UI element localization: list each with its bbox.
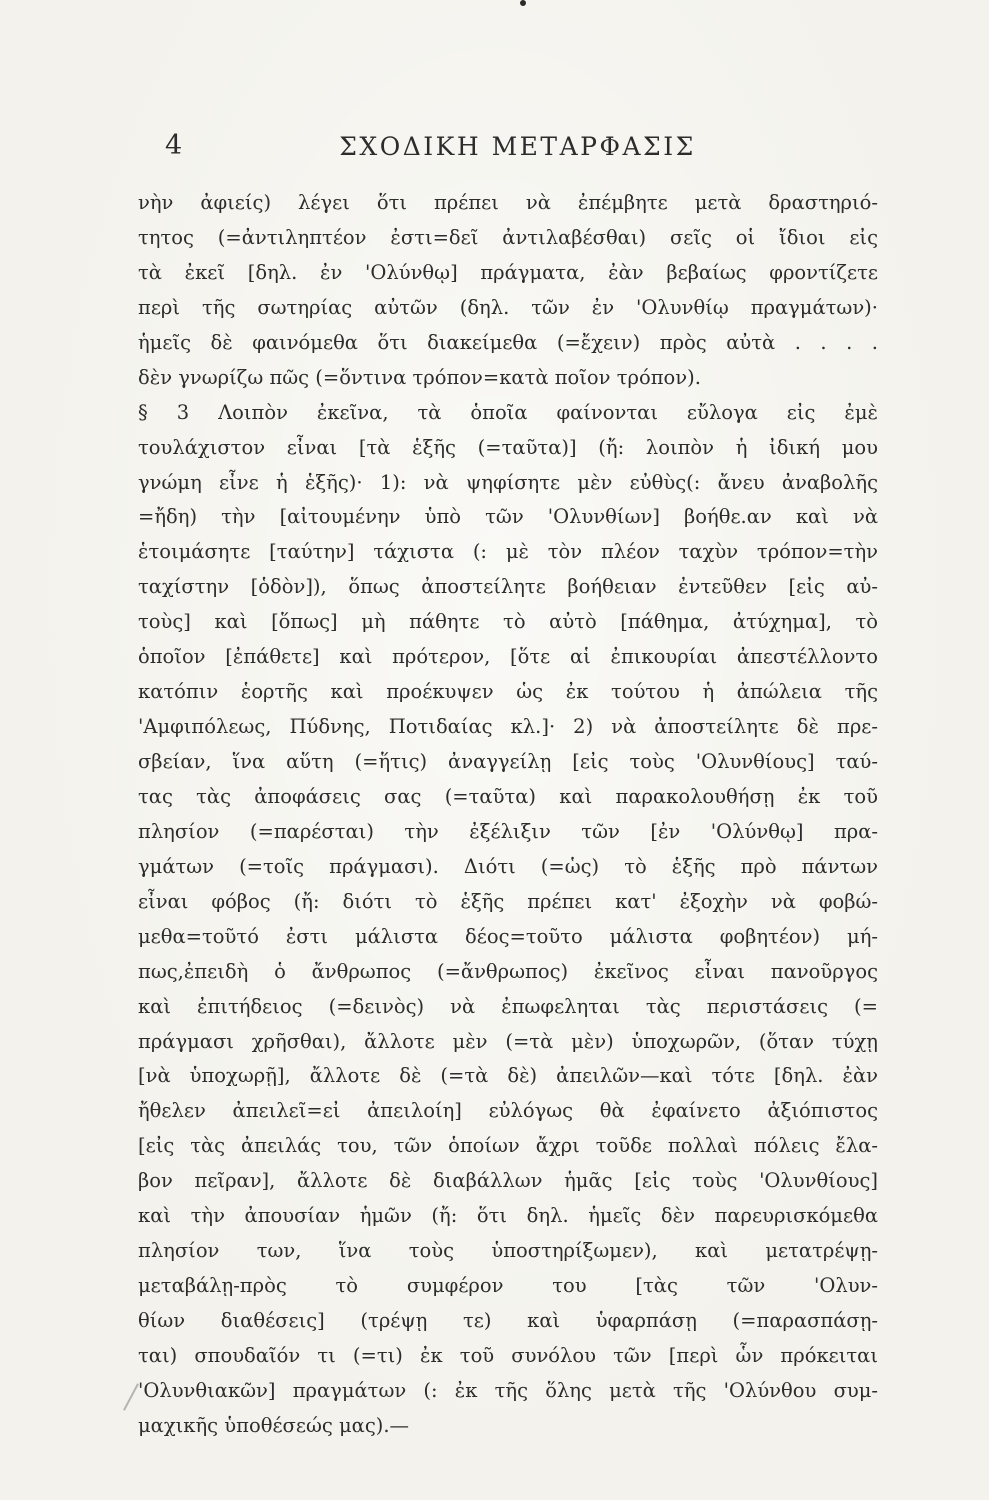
text-line: γνώμη εἶνε ἡ ἑξῆς)· 1): νὰ ψηφίσητε μὲν εὐθὺς(: ἄνευ ἀναβολῆς bbox=[138, 470, 878, 494]
body-text bbox=[138, 186, 878, 1444]
running-title: ΣΧΟΔΙΚΗ ΜΕΤΑΡΦΑΣΙΣ bbox=[339, 132, 696, 161]
text-line: τας τὰς ἀποφάσεις σας (=ταῦτα) καὶ παρακολουθήσῃ ἐκ τοῦ bbox=[138, 784, 878, 808]
text-line: ἡμεῖς δὲ φαινόμεθα ὅτι διακείμεθα (=ἔχειν) πρὸς αὐτὰ . . . . bbox=[138, 330, 878, 354]
text-line: καὶ ἐπιτήδειος (=δεινὸς) νὰ ἐπωφεληται τὰς περιστάσεις (= bbox=[138, 994, 878, 1018]
text-line: τοὺς] καὶ [ὅπως] μὴ πάθητε τὸ αὐτὸ [πάθημα, ἀτύχημα], τὸ bbox=[138, 610, 878, 634]
text-line: 'Ολυνθιακῶν] πραγμάτων (: ἐκ τῆς ὅλης μετὰ τῆς 'Ολύνθου συμ- bbox=[138, 1378, 878, 1402]
text-line: περὶ τῆς σωτηρίας αὐτῶν (δηλ. τῶν ἐν 'Ολυνθίῳ πραγμάτων)· bbox=[138, 295, 878, 319]
text-line: θίων διαθέσεις] (τρέψῃ τε) καὶ ὑφαρπάσῃ (=παρασπάσῃ- bbox=[138, 1309, 878, 1332]
pencil-mark bbox=[123, 1383, 139, 1410]
text-line: δὲν γνωρίζω πῶς (=ὅντινα τρόπον=κατὰ ποῖον τρόπον). bbox=[138, 365, 701, 389]
text-line: τητος (=ἀντιληπτέον ἐστι=δεῖ ἀντιλαβέσθαι) σεῖς οἱ ἴδιοι εἰς bbox=[138, 225, 878, 249]
text-line: νὴν ἀφιείς) λέγει ὅτι πρέπει νὰ ἐπέμβητε μετὰ δραστηριό- bbox=[138, 191, 878, 214]
text-line: πως,ἐπειδὴ ὁ ἄνθρωπος (=ἄνθρωπος) ἐκεῖνος εἶναι πανοῦργος bbox=[138, 959, 878, 983]
text-line: ἤθελεν ἀπειλεῖ=εἰ ἀπειλοίη] εὐλόγως θὰ ἐφαίνετο ἀξιόπιστος bbox=[138, 1099, 878, 1123]
text-line: § 3 Λοιπὸν ἐκεῖνα, τὰ ὁποῖα φαίνονται εὔλογα εἰς ἐμὲ bbox=[138, 400, 878, 424]
text-line: τουλάχιστον εἶναι [τὰ ἑξῆς (=ταῦτα)] (ἤ: λοιπὸν ἡ ἰδική μου bbox=[138, 435, 878, 459]
text-line: [νὰ ὑποχωρῇ], ἄλλοτε δὲ (=τὰ δὲ) ἀπειλῶν—καὶ τότε [δηλ. ἐὰν bbox=[138, 1064, 878, 1088]
text-line: σβείαν, ἵνα αὕτη (=ἥτις) ἀναγγείλῃ [εἰς τοὺς 'Ολυνθίους] ταύ- bbox=[138, 750, 878, 773]
text-line: μαχικῆς ὑποθέσεώς μας).— bbox=[138, 1413, 410, 1437]
text-line: μεθα=τοῦτό ἐστι μάλιστα δέος=τοῦτο μάλιστα φοβητέον) μή- bbox=[138, 924, 878, 948]
text-line: =ἤδη) τὴν [αἰτουμένην ὑπὸ τῶν 'Ολυνθίων] βοήθε.αν καὶ νὰ bbox=[138, 505, 878, 529]
text-line: πλησίον (=παρέσται) τὴν ἐξέλιξιν τῶν [ἐν 'Ολύνθῳ] πρα- bbox=[138, 819, 878, 843]
text-line: πλησίον των, ἵνα τοὺς ὑποστηρίξωμεν), καὶ μετατρέψῃ- bbox=[138, 1239, 878, 1263]
text-line: ἑτοιμάσητε [ταύτην] τάχιστα (: μὲ τὸν πλέον ταχὺν τρόπον=τὴν bbox=[138, 540, 878, 564]
ink-speck bbox=[520, 0, 526, 6]
text-line: βον πεῖραν], ἄλλοτε δὲ διαβάλλων ἡμᾶς [εἰς τοὺς 'Ολυνθίους] bbox=[138, 1169, 878, 1193]
text-line: ται) σπουδαῖόν τι (=τι) ἐκ τοῦ συνόλου τῶν [περὶ ὧν πρόκειται bbox=[138, 1343, 878, 1367]
page-number: 4 bbox=[165, 130, 183, 161]
text-line: ταχίστην [ὁδὸν]), ὅπως ἀποστείλητε βοήθειαν ἐντεῦθεν [εἰς αὐ- bbox=[138, 575, 878, 599]
text-line: καὶ τὴν ἀπουσίαν ἡμῶν (ἤ: ὅτι δηλ. ἡμεῖς δὲν παρευρισκόμεθα bbox=[138, 1204, 878, 1228]
text-line: [εἰς τὰς ἀπειλάς του, τῶν ὁποίων ἄχρι τοῦδε πολλαὶ πόλεις ἔλα- bbox=[138, 1134, 878, 1158]
text-line: μεταβάλῃ-πρὸς τὸ συμφέρον του [τὰς τῶν 'Ολυν- bbox=[138, 1274, 878, 1298]
text-line: τὰ ἐκεῖ [δηλ. ἐν 'Ολύνθῳ] πράγματα, ἐὰν βεβαίως φροντίζετε bbox=[138, 260, 878, 284]
text-line: εἶναι φόβος (ἤ: διότι τὸ ἑξῆς πρέπει κατ' ἐξοχὴν νὰ φοβώ- bbox=[138, 889, 878, 913]
text-line: γμάτων (=τοῖς πράγμασι). Διότι (=ὡς) τὸ ἑξῆς πρὸ πάντων bbox=[138, 854, 878, 878]
text-line: κατόπιν ἑορτῆς καὶ προέκυψεν ὡς ἐκ τούτου ἡ ἀπώλεια τῆς bbox=[138, 680, 878, 704]
text-line: ὁποῖον [ἐπάθετε] καὶ πρότερον, [ὅτε αἱ ἐπικουρίαι ἀπεστέλλοντο bbox=[138, 645, 878, 669]
page-header bbox=[165, 130, 870, 170]
text-line: πράγμασι χρῆσθαι), ἄλλοτε μὲν (=τὰ μὲν) ὑποχωρῶν, (ὅταν τύχῃ bbox=[138, 1029, 878, 1053]
text-line: 'Αμφιπόλεως, Πύδνης, Ποτιδαίας κλ.]· 2) νὰ ἀποστείλητε δὲ πρε- bbox=[138, 715, 878, 739]
